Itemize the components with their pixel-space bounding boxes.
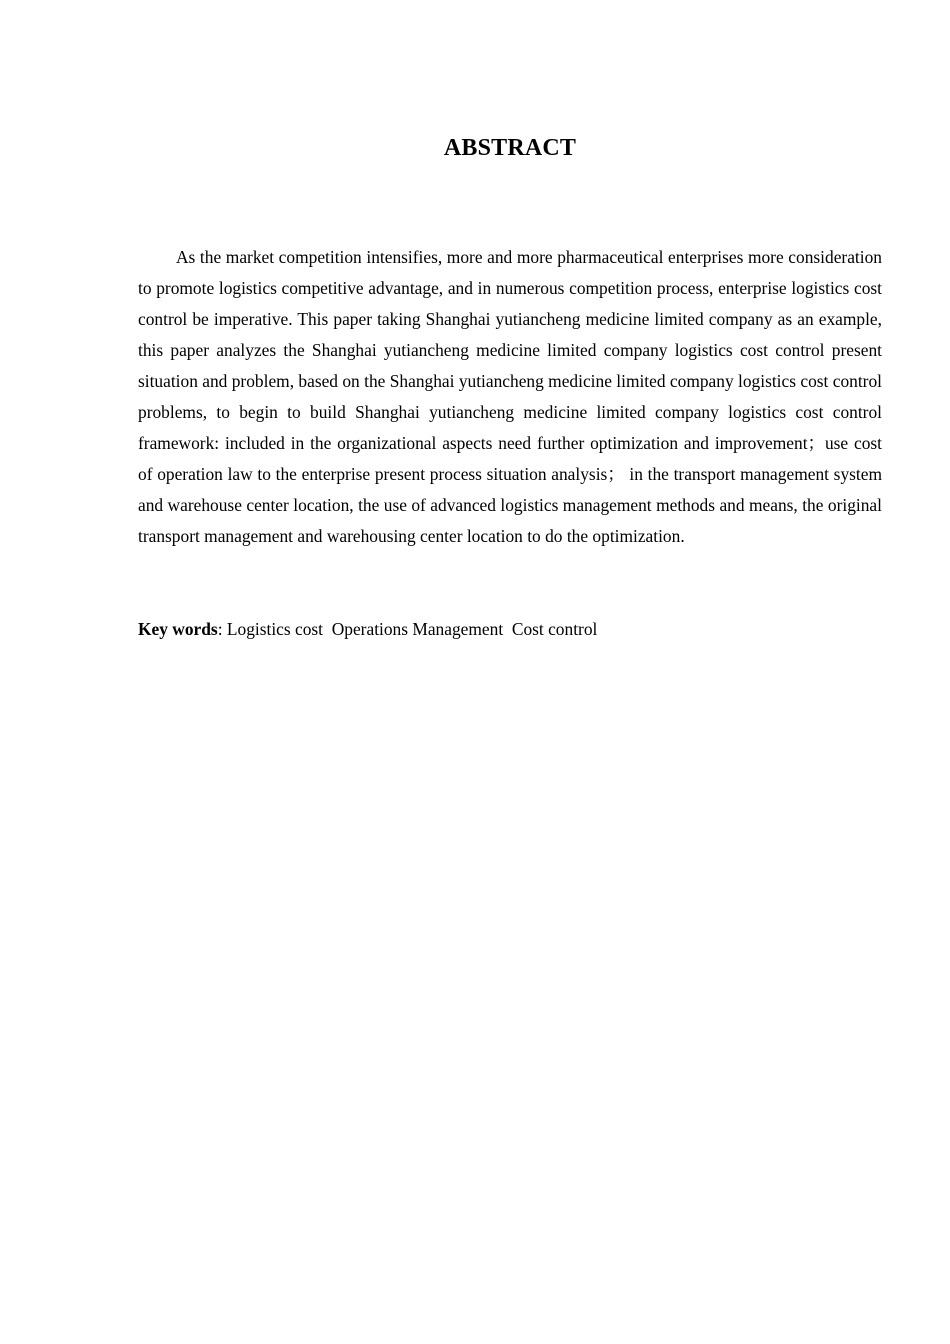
keywords-separator: : xyxy=(217,619,227,639)
keywords-line xyxy=(138,614,882,645)
keywords-text: Logistics cost Operations Management Cost control xyxy=(226,619,598,639)
keywords-label: Key words xyxy=(138,619,218,639)
abstract-paragraph: As the market competition intensifies, more and more pharmaceutical enterprises more consideration to promote logistics competitive advantage, and in numerous competition process, enterprise logistics cost control be imperative. This paper taking Shanghai yutiancheng medicine limited company as an example, this paper analyzes the Shanghai yutiancheng medicine limited company logistics cost control present situation and problem, based on the Shanghai yutiancheng medicine limited company logistics cost control problems, to begin to build Shanghai yutiancheng medicine limited company logistics cost control framework: included in the organizational aspects need further optimization and improvement；use cost of operation law to the enterprise present process situation analysis； in the transport management system and warehouse center location, the use of advanced logistics management methods and means, the original transport management and warehousing center location to do the optimization. xyxy=(138,247,882,546)
abstract-title: ABSTRACT xyxy=(443,135,577,161)
